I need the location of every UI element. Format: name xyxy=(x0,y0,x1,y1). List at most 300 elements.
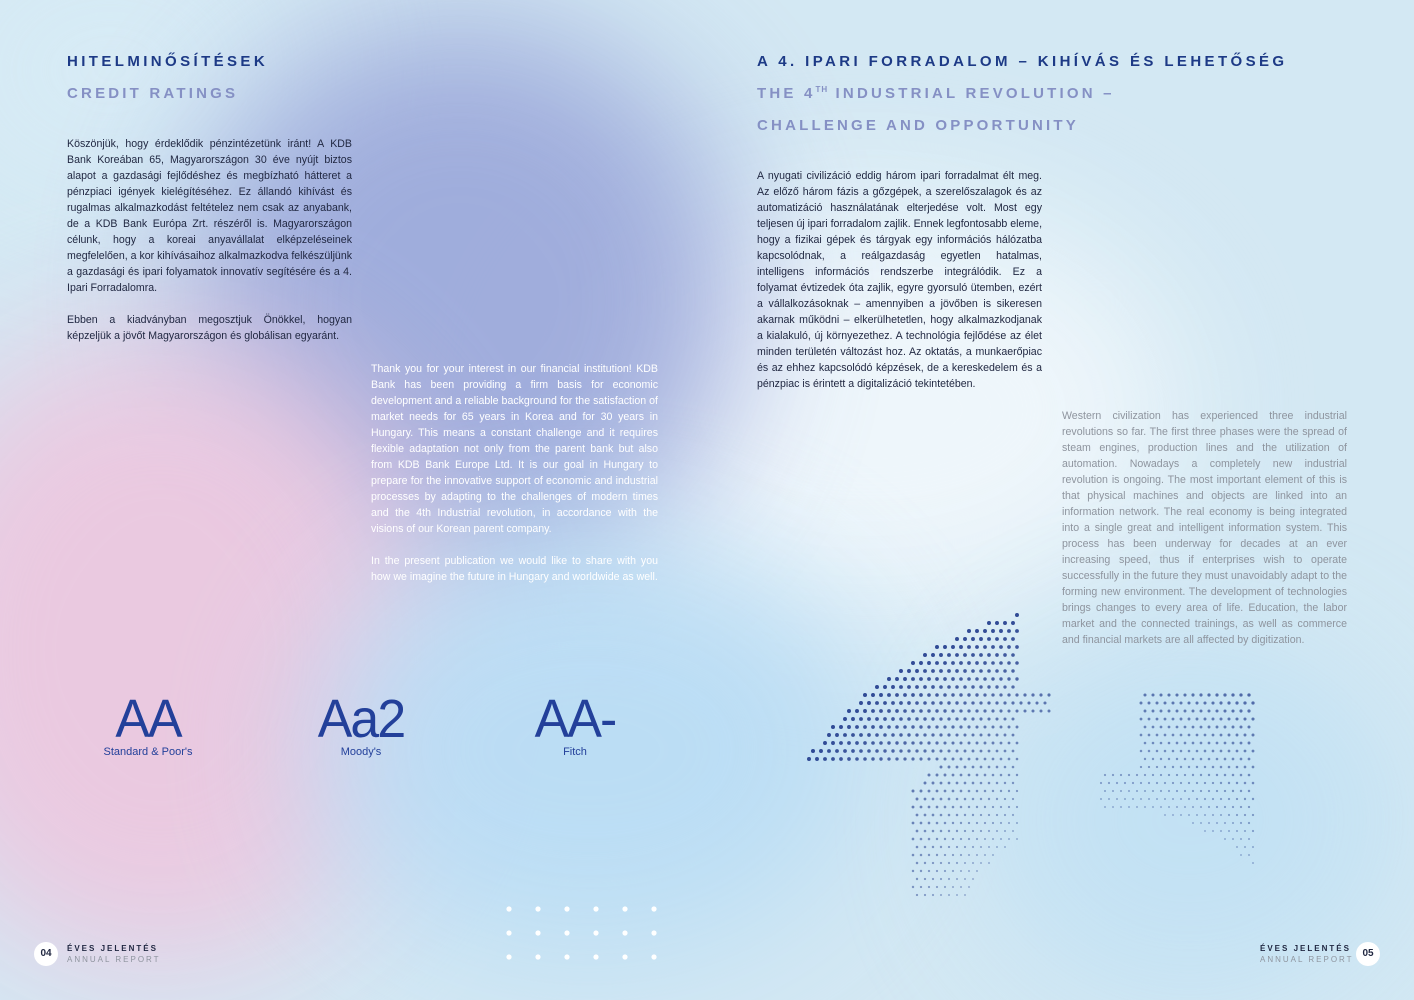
globe-dot xyxy=(991,677,994,680)
globe-dot xyxy=(967,693,970,696)
globe-dot xyxy=(1148,782,1150,784)
globe-dot xyxy=(875,749,879,753)
globe-dot xyxy=(971,653,975,657)
globe-dot xyxy=(952,838,954,840)
globe-dot xyxy=(839,725,843,729)
globe-dot xyxy=(967,661,971,665)
globe-dot xyxy=(1164,814,1166,816)
globe-dot xyxy=(1164,718,1167,721)
globe-dot xyxy=(912,854,915,857)
globe-dot xyxy=(971,637,975,641)
globe-dot xyxy=(920,822,923,825)
globe-dot xyxy=(1200,758,1203,761)
globe-dot xyxy=(1244,846,1246,848)
globe-dot xyxy=(912,838,915,841)
globe-dot xyxy=(948,814,951,817)
globe-dot xyxy=(1176,742,1179,745)
globe-dot xyxy=(1012,782,1014,784)
footer-left xyxy=(67,943,161,965)
globe-dot xyxy=(871,693,875,697)
globe-dot xyxy=(839,741,843,745)
globe-dot xyxy=(964,846,966,848)
globe-dot xyxy=(976,870,978,872)
globe-dot xyxy=(939,733,942,736)
globe-dot xyxy=(916,830,919,833)
globe-dot xyxy=(1224,822,1226,824)
globe-dot xyxy=(964,862,966,864)
globe-dot xyxy=(1172,718,1175,721)
globe-dot xyxy=(1203,701,1206,704)
globe-dot xyxy=(932,830,935,833)
globe-dot xyxy=(976,822,978,824)
globe-dot xyxy=(1187,701,1190,704)
globe-dot xyxy=(1000,742,1003,745)
globe-dot xyxy=(931,653,935,657)
globe-dot xyxy=(1000,726,1003,729)
globe-dot xyxy=(935,709,938,712)
title-en-post: INDUSTRIAL REVOLUTION – xyxy=(828,85,1115,102)
globe-dot xyxy=(948,766,951,769)
globe-dot xyxy=(936,806,939,809)
globe-dot xyxy=(999,677,1002,680)
globe-dot xyxy=(1112,806,1114,808)
globe-dot xyxy=(1112,790,1114,792)
globe-dot xyxy=(1140,702,1143,705)
globe-dot xyxy=(1244,830,1246,832)
left-body-en-p1: Thank you for your interest in our financial institution! KDB Bank has been providing a firm basis for economic development and a reliable background for the satisfaction of market needs for 65 years in Korea and for 30 years in Hungary. This means a constant challenge and it requires flexible adaptation not only from the parent bank but also from KDB Bank Europe Ltd. It is our goal in Hungary to prepare for the innovative support of economic and industrial processes by adapting to the challenges of modern times and the 4th Industrial revolution, in accordance with the visions of our Korean parent company. xyxy=(371,363,658,535)
globe-dot xyxy=(827,749,831,753)
globe-dot xyxy=(907,733,910,736)
globe-dot xyxy=(1200,774,1202,776)
globe-dot xyxy=(968,886,970,888)
globe-dot xyxy=(1240,726,1243,729)
globe-dot xyxy=(1124,782,1126,784)
globe-dot xyxy=(1015,629,1019,633)
globe-dot xyxy=(1248,838,1250,840)
globe-dot xyxy=(935,645,939,649)
globe-dot xyxy=(1223,693,1226,696)
globe-dot xyxy=(1008,806,1010,808)
globe-dot xyxy=(1007,645,1011,649)
globe-dot xyxy=(1007,693,1010,696)
globe-dot xyxy=(1100,782,1102,784)
globe-dot xyxy=(907,669,911,673)
right-body-hu-p: A nyugati civilizáció eddig három ipari forradalmat élt meg. Az előző három fázis a gőzgépek, a szerelőszalagok és az automatizáció használatának elterjedése volt. Most egy teljesen új ipari forradalom zajlik. Ennek legfontosabb eleme, hogy a fizikai gépek és tárgyak egy információs hálózatba kapcsolódnak, a reálgazdaság egyetlen hatalmas, intelligens információs rendszerbe integrálódik. Ez a folyamat évtizedek óta zajlik, egyre gyorsuló ütemben, ezért a vállalkozásoknak – amennyiben a jövőben is sikeresen akarnak működni – elkerülhetetlen, hogy alkalmazkodjanak a kialakuló, új környezethez. A technológia fejlődése az élet minden területén változást hoz. Az oktatás, a munkaerőpiac és az ehhez kapcsolódó képzések, de a kereskedelem és a pénzpiac is érintett a digitalizáció tekintetében. xyxy=(757,170,1043,390)
globe-dot xyxy=(916,814,919,817)
globe-dot xyxy=(939,701,942,704)
globe-dot xyxy=(972,846,974,848)
globe-dot xyxy=(883,701,887,705)
globe-dot xyxy=(1004,830,1006,832)
globe-dot xyxy=(1000,790,1002,792)
globe-dot xyxy=(1240,790,1242,792)
globe-dot xyxy=(1196,814,1198,816)
globe-dot xyxy=(859,733,863,737)
globe-dot xyxy=(940,878,942,880)
globe-dot xyxy=(1204,766,1206,768)
globe-dot xyxy=(963,717,966,720)
globe-dot xyxy=(1156,702,1159,705)
footer-en: ANNUAL REPORT xyxy=(67,955,161,964)
globe-dot xyxy=(1116,798,1118,800)
globe-dot xyxy=(944,774,947,777)
globe-dot xyxy=(984,790,987,793)
globe-dot xyxy=(924,878,926,880)
globe-dot xyxy=(1188,782,1190,784)
globe-dot xyxy=(960,774,963,777)
globe-dot xyxy=(1252,846,1254,848)
globe-dot xyxy=(951,693,954,696)
globe-dot xyxy=(811,749,815,753)
globe-dot xyxy=(883,717,887,721)
globe-dot xyxy=(871,757,874,760)
globe-dot xyxy=(1184,758,1187,761)
globe-dot xyxy=(871,741,875,745)
globe-dot xyxy=(831,757,835,761)
globe-dot xyxy=(879,757,882,760)
globe-dot xyxy=(944,854,946,856)
globe-dot xyxy=(963,701,966,704)
left-body-hu-p2: Ebben a kiadványban megosztjuk Önökkel, hogyan képzeljük a jövőt Magyarországon és globálisan egyaránt. xyxy=(67,314,352,342)
globe-dot xyxy=(1188,766,1190,768)
globe-dot xyxy=(1188,798,1190,800)
globe-dot xyxy=(992,806,994,808)
globe-dot xyxy=(956,766,959,769)
globe-dot xyxy=(980,798,982,800)
globe-dot xyxy=(851,733,855,737)
page-number-right: 05 xyxy=(1356,942,1380,966)
globe-dot xyxy=(1164,766,1166,768)
globe-dot xyxy=(1183,693,1186,696)
globe-dot xyxy=(951,677,955,681)
globe-dot xyxy=(1208,774,1210,776)
globe-dot xyxy=(988,798,990,800)
globe-dot xyxy=(1224,774,1227,777)
left-body-en xyxy=(371,361,658,585)
globe-dot xyxy=(1224,758,1227,761)
globe-dot xyxy=(875,717,879,721)
globe-dot xyxy=(1247,725,1250,728)
globe-dot xyxy=(1208,822,1210,824)
globe-dot xyxy=(895,741,898,744)
grid-dot xyxy=(593,906,598,911)
globe-dot xyxy=(915,717,918,720)
globe-dot xyxy=(899,733,902,736)
globe-dot xyxy=(1248,742,1251,745)
globe-dot xyxy=(1172,814,1174,816)
globe-dot xyxy=(940,862,942,864)
globe-dot xyxy=(935,725,938,728)
grid-dot xyxy=(593,954,598,959)
globe-dot xyxy=(960,886,962,888)
globe-dot xyxy=(1176,758,1178,760)
globe-dot xyxy=(1232,838,1234,840)
globe-dot xyxy=(887,725,891,729)
globe-dot xyxy=(847,741,851,745)
globe-dot xyxy=(947,733,950,736)
globe-dot xyxy=(924,798,927,801)
globe-dot xyxy=(831,741,835,745)
globe-dot xyxy=(1148,734,1151,737)
title-en-pre: THE 4 xyxy=(757,85,816,102)
rating-agency: Standard & Poor's xyxy=(103,746,193,758)
globe-dot xyxy=(992,774,995,777)
globe-dot xyxy=(1011,637,1015,641)
globe-dot xyxy=(1172,782,1174,784)
globe-dot xyxy=(1164,782,1166,784)
globe-dot xyxy=(967,645,971,649)
globe-dot xyxy=(903,757,906,760)
globe-dot xyxy=(1188,814,1190,816)
grid-dot xyxy=(622,906,627,911)
globe-dot xyxy=(927,757,930,760)
globe-dot xyxy=(1003,717,1006,720)
rating-value: AA- xyxy=(534,689,616,749)
globe-dot xyxy=(843,717,847,721)
globe-dot xyxy=(947,701,950,704)
globe-dot xyxy=(992,742,995,745)
globe-dot xyxy=(879,709,883,713)
globe-dot xyxy=(1104,790,1106,792)
globe-dot xyxy=(1120,790,1122,792)
globe-dot xyxy=(944,838,946,840)
grid-dot xyxy=(564,930,569,935)
globe-dot xyxy=(1152,774,1154,776)
globe-dot xyxy=(891,749,894,752)
globe-dot xyxy=(1168,742,1171,745)
globe-dot xyxy=(891,685,895,689)
globe-dot xyxy=(1004,766,1007,769)
globe-dot xyxy=(851,749,855,753)
globe-dot xyxy=(1104,806,1106,808)
globe-dot xyxy=(815,757,819,761)
globe-dot xyxy=(1168,790,1170,792)
globe-dot xyxy=(1015,661,1019,665)
globe-dot xyxy=(967,725,970,728)
globe-dot xyxy=(1219,701,1222,704)
globe-dot xyxy=(1228,798,1230,800)
globe-dot xyxy=(1008,838,1010,840)
globe-dot xyxy=(923,653,927,657)
grid-dot xyxy=(506,954,511,959)
globe-dot xyxy=(980,782,983,785)
globe-dot xyxy=(1208,726,1211,729)
globe-dot xyxy=(1143,693,1146,696)
globe-dot xyxy=(920,806,923,809)
globe-dot xyxy=(1188,750,1191,753)
globe-dot xyxy=(1184,774,1186,776)
globe-dot xyxy=(1015,613,1019,617)
globe-dot xyxy=(988,782,991,785)
globe-dot xyxy=(919,741,922,744)
globe-dot xyxy=(1184,790,1186,792)
globe-dot xyxy=(984,822,986,824)
page-number-left: 04 xyxy=(34,942,58,966)
globe-dot xyxy=(979,637,983,641)
globe-dot xyxy=(1224,726,1227,729)
globe-dot xyxy=(1240,838,1242,840)
globe-dot xyxy=(987,621,991,625)
globe-dot xyxy=(1243,717,1246,720)
globe-dot xyxy=(960,854,962,856)
globe-dot xyxy=(1156,734,1159,737)
globe-dot xyxy=(936,854,938,856)
globe-dot xyxy=(924,846,927,849)
globe-dot xyxy=(1251,701,1254,704)
globe-dot xyxy=(1016,822,1018,824)
globe-dot xyxy=(1152,758,1154,760)
globe-dot xyxy=(972,782,975,785)
globe-dot xyxy=(964,878,966,880)
globe-dot xyxy=(843,749,847,753)
globe-dot xyxy=(935,757,938,760)
globe-dot xyxy=(1000,774,1003,777)
globe-dot xyxy=(975,645,979,649)
globe-dot xyxy=(988,846,990,848)
globe-dot xyxy=(968,790,971,793)
globe-dot xyxy=(1164,798,1166,800)
globe-dot xyxy=(943,645,947,649)
globe-dot xyxy=(883,685,887,689)
rating-moodys xyxy=(286,689,436,758)
globe-dot xyxy=(923,749,926,752)
globe-dot xyxy=(1192,758,1195,761)
globe-dot xyxy=(867,749,871,753)
rating-agency: Moody's xyxy=(340,746,382,758)
globe-dot xyxy=(936,790,939,793)
globe-dot xyxy=(1120,806,1122,808)
globe-dot xyxy=(955,653,959,657)
globe-dot xyxy=(1011,685,1014,688)
globe-dot xyxy=(991,693,994,696)
globe-dot xyxy=(988,766,991,769)
globe-dot xyxy=(940,798,943,801)
globe-dot xyxy=(984,838,986,840)
globe-dot xyxy=(835,733,839,737)
globe-dot xyxy=(1015,645,1019,649)
footer-en: ANNUAL REPORT xyxy=(1260,955,1354,964)
globe-dot xyxy=(920,854,923,857)
globe-dot xyxy=(963,637,967,641)
grid-dot xyxy=(593,930,598,935)
globe-dot xyxy=(971,701,974,704)
globe-dot xyxy=(1008,742,1011,745)
globe-dot xyxy=(1224,838,1226,840)
globe-dot xyxy=(919,709,923,713)
globe-dot xyxy=(948,878,950,880)
globe-dot xyxy=(1004,846,1006,848)
globe-dot xyxy=(963,669,967,673)
globe-dot xyxy=(960,822,962,824)
globe-dot xyxy=(944,758,947,761)
globe-dot xyxy=(980,814,982,816)
globe-dot xyxy=(1104,774,1106,776)
globe-dot xyxy=(1039,693,1042,696)
globe-dot xyxy=(1043,701,1046,704)
globe-dot xyxy=(1015,693,1018,696)
globe-dot xyxy=(943,693,947,697)
globe-dot xyxy=(855,725,859,729)
globe-dot xyxy=(847,709,851,713)
globe-dot xyxy=(971,733,974,736)
globe-dot xyxy=(1011,621,1015,625)
globe-dot xyxy=(951,725,954,728)
globe-dot xyxy=(1212,782,1214,784)
globe-dot xyxy=(1228,734,1231,737)
globe-dot xyxy=(1236,782,1238,784)
globe-dot xyxy=(1252,862,1254,864)
globe-dot xyxy=(1179,701,1182,704)
globe-dot xyxy=(968,822,970,824)
globe-dot xyxy=(991,709,994,712)
globe-dot xyxy=(867,717,871,721)
globe-dot xyxy=(968,774,971,777)
globe-dot xyxy=(984,774,987,777)
globe-dot xyxy=(952,822,954,824)
globe-dot xyxy=(1195,701,1198,704)
globe-dot xyxy=(935,693,939,697)
globe-dot xyxy=(875,733,879,737)
globe-dot xyxy=(1248,758,1251,761)
globe-dot xyxy=(863,757,867,761)
globe-dot xyxy=(867,701,871,705)
globe-dot xyxy=(915,669,919,673)
globe-dot xyxy=(1144,790,1146,792)
globe-dot xyxy=(955,669,959,673)
globe-dot xyxy=(992,838,994,840)
globe-dot xyxy=(1124,798,1126,800)
globe-dot xyxy=(975,709,978,712)
globe-dot xyxy=(963,733,966,736)
globe-dot xyxy=(1204,734,1207,737)
globe-dot xyxy=(1023,709,1026,712)
globe-dot xyxy=(1200,822,1202,824)
globe-dot xyxy=(1144,726,1147,729)
globe-dot xyxy=(939,669,943,673)
globe-dot xyxy=(955,717,958,720)
globe-dot xyxy=(899,717,903,721)
globe-dot xyxy=(887,709,891,713)
globe-dot xyxy=(976,758,979,761)
globe-dot xyxy=(879,725,883,729)
globe-dot xyxy=(1176,726,1179,729)
globe-dot xyxy=(1108,798,1110,800)
globe-dot xyxy=(952,774,955,777)
globe-dot xyxy=(976,838,978,840)
globe-dot xyxy=(988,830,990,832)
globe-dot xyxy=(1176,774,1178,776)
globe-dot xyxy=(939,685,943,689)
globe-dot xyxy=(940,830,943,833)
grid-dot xyxy=(651,954,656,959)
rating-agency: Fitch xyxy=(563,746,587,758)
globe-dot xyxy=(936,774,939,777)
globe-dot xyxy=(911,741,914,744)
globe-dot xyxy=(927,677,931,681)
globe-dot xyxy=(923,701,927,705)
globe-dot xyxy=(948,798,951,801)
globe-dot xyxy=(1184,806,1186,808)
globe-dot xyxy=(1016,838,1018,840)
globe-dot xyxy=(916,894,918,896)
globe-dot xyxy=(1016,742,1019,745)
globe-dot xyxy=(1108,782,1110,784)
globe-dot xyxy=(1172,734,1175,737)
globe-dot xyxy=(984,758,987,761)
globe-dot xyxy=(952,806,955,809)
globe-dot xyxy=(996,750,999,753)
globe-dot xyxy=(1168,758,1170,760)
